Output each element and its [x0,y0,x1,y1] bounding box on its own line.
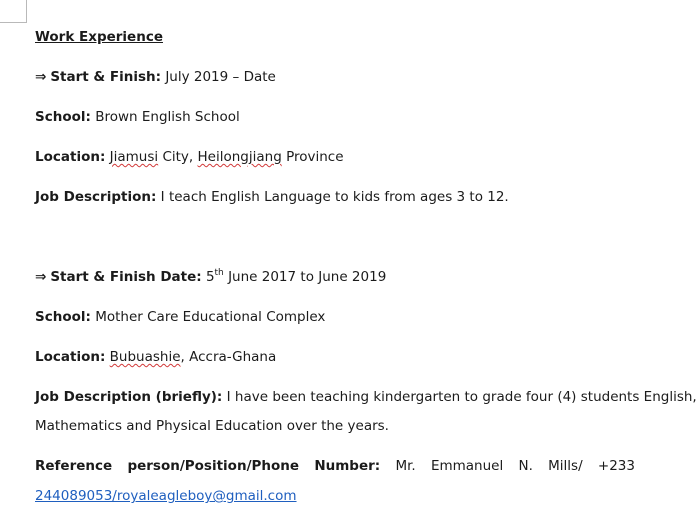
page-corner-marker [0,0,27,23]
job2-school-label: School: [35,309,91,325]
reference-line [35,457,635,475]
reference-word: Mr. [395,458,416,474]
reference-word: person/Position/Phone [127,458,300,474]
job1-location-city-rest: City, [162,149,194,165]
job2-desc-value-line1: I have been teaching kindergarten to grade four (4) students English, [226,389,697,405]
job1-school-value: Brown English School [95,109,240,125]
job2-start-day-suffix: th [214,268,224,278]
job2-school-line [35,308,325,326]
job2-description-line [35,388,697,406]
job1-start-label: Start & Finish: [50,69,162,85]
job1-school-line [35,108,240,126]
section-heading: Work Experience [35,29,163,45]
job1-location-line [35,148,344,166]
job2-location-area: Bubuashie [109,349,181,365]
reference-word: Mills/ [548,458,583,474]
job1-desc-label: Job Description: [35,189,157,205]
job2-desc-label: Job Description (briefly): [35,389,223,405]
reference-word: Reference [35,458,113,474]
reference-contact-link[interactable]: 244089053/royaleagleboy@gmail.com [35,488,297,504]
job1-desc-value: I teach English Language to kids from ages 3 to 12. [160,189,509,205]
job2-start-value-rest: June 2017 to June 2019 [228,269,387,285]
arrow-icon: ⇒ [35,269,47,285]
reference-word: +233 [597,458,635,474]
arrow-icon: ⇒ [35,69,47,85]
reference-word: N. [518,458,533,474]
job2-start-label: Start & Finish Date: [50,269,202,285]
job1-location-province-rest: Province [286,149,344,165]
reference-word: Number: [314,458,381,474]
job1-location-city: Jiamusi [109,149,159,165]
job2-location-line [35,348,276,366]
job2-start-day: 5 [205,269,215,285]
job2-start-line [35,268,386,286]
job1-description-line [35,188,509,206]
job2-location-rest: , Accra-Ghana [180,349,277,365]
reference-word: Emmanuel [430,458,504,474]
job1-location-label: Location: [35,149,106,165]
job2-school-value: Mother Care Educational Complex [95,309,326,325]
job1-start-line [35,68,276,86]
job2-location-label: Location: [35,349,106,365]
job1-school-label: School: [35,109,91,125]
job2-description-continuation: Mathematics and Physical Education over the years. [35,418,389,434]
job1-start-value: July 2019 – Date [165,69,276,85]
job1-location-province: Heilongjiang [197,149,282,165]
reference-contact-line [35,487,297,505]
